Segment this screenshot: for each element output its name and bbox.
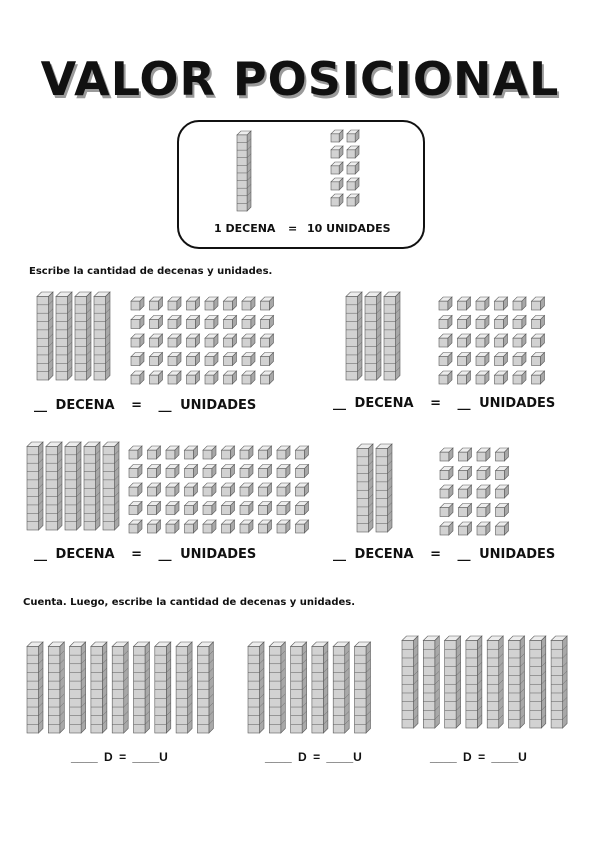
exercise-3-unit-cube: [222, 465, 235, 478]
exercise-2-unit-cube: [439, 297, 452, 310]
intro-left-label: 1 DECENA: [214, 222, 276, 235]
exercise-5-rod: [70, 642, 86, 733]
exercise-3-unit-cube: [277, 520, 290, 533]
exercise-4-unit-cube: [477, 522, 490, 535]
intro-unit-cube: [347, 130, 359, 142]
exercise-3-unit-cube: [259, 483, 272, 496]
exercise-1-unit-cube: [261, 316, 274, 329]
exercise-2-unit-cube: [513, 316, 526, 329]
exercise-2-unit-cube: [532, 316, 545, 329]
exercise-2-unit-cube: [513, 371, 526, 384]
exercise-2-unit-cube: [495, 371, 508, 384]
exercise-3-unit-cube: [148, 483, 161, 496]
exercise-3-unit-cube: [185, 483, 198, 496]
unidades-label: UNIDADES: [479, 547, 556, 562]
blank-decenas[interactable]: __: [34, 398, 47, 413]
exercise-2-rod: [346, 292, 362, 380]
exercise-3-unit-cube: [203, 502, 216, 515]
exercise-3-unit-cube: [277, 502, 290, 515]
exercise-3-unit-cube: [148, 465, 161, 478]
equals-sign: =: [430, 547, 442, 562]
exercise-2-rod: [384, 292, 400, 380]
exercise-3-unit-cube: [222, 520, 235, 533]
exercise-2-unit-cube: [513, 353, 526, 366]
intro-rod: [237, 131, 251, 211]
exercise-2-unit-cube: [532, 353, 545, 366]
exercise-4-unit-cube: [440, 448, 453, 461]
exercise-4-unit-cube: [496, 522, 509, 535]
exercise-3-unit-cube: [222, 446, 235, 459]
exercise-3-unit-cube: [185, 520, 198, 533]
exercise-1-rod: [37, 292, 53, 380]
exercise-3-unit-cube: [203, 465, 216, 478]
exercise-1-unit-cube: [205, 297, 218, 310]
exercise-1-unit-cube: [131, 353, 144, 366]
intro-unit-cube: [347, 146, 359, 158]
exercise-1-unit-cube: [224, 353, 237, 366]
exercise-5-rod: [27, 642, 43, 733]
equals-sign: =: [131, 547, 143, 562]
intro-unit-cube: [331, 194, 343, 206]
exercise-2-unit-cube: [513, 334, 526, 347]
exercise-7-rod: [423, 636, 439, 728]
exercise-1-unit-cube: [131, 297, 144, 310]
blank-decenas[interactable]: __: [333, 396, 346, 411]
exercise-1-unit-cube: [168, 353, 181, 366]
exercise-1-unit-cube: [150, 353, 163, 366]
exercise-1-unit-cube: [242, 334, 255, 347]
exercise-1-unit-cube: [187, 353, 200, 366]
exercise-2-rod: [365, 292, 381, 380]
exercise-2-unit-cube: [495, 334, 508, 347]
exercise-1-unit-cube: [131, 371, 144, 384]
exercise-4-unit-cube: [496, 467, 509, 480]
exercise-1-unit-cube: [168, 316, 181, 329]
exercise-3-unit-cube: [166, 502, 179, 515]
exercise-3-rod: [84, 442, 100, 530]
intro-equals: =: [288, 222, 298, 235]
exercise-3-unit-cube: [185, 446, 198, 459]
exercise-1-unit-cube: [261, 371, 274, 384]
exercise-2-unit-cube: [458, 297, 471, 310]
exercise-3-unit-cube: [148, 520, 161, 533]
exercise-1-unit-cube: [205, 316, 218, 329]
exercise-2-unit-cube: [458, 334, 471, 347]
exercise-4-rod: [357, 444, 373, 532]
exercise-3-unit-cube: [203, 520, 216, 533]
exercise-1-unit-cube: [205, 334, 218, 347]
exercise-2-unit-cube: [458, 353, 471, 366]
exercise-2-unit-cube: [439, 353, 452, 366]
exercise-2-unit-cube: [476, 316, 489, 329]
exercise-4-unit-cube: [440, 522, 453, 535]
exercise-4-unit-cube: [496, 485, 509, 498]
blank-u[interactable]: ____: [132, 750, 160, 764]
exercise-1-unit-cube: [224, 316, 237, 329]
exercise-1-rod: [94, 292, 110, 380]
exercise-3-unit-cube: [166, 446, 179, 459]
exercise-2-unit-cube: [458, 316, 471, 329]
exercise-3-unit-cube: [166, 483, 179, 496]
exercise-3-unit-cube: [148, 446, 161, 459]
intro-unit-cube: [331, 146, 343, 158]
exercise-5-rod: [91, 642, 107, 733]
exercise-1-unit-cube: [187, 316, 200, 329]
exercise-3-unit-cube: [277, 465, 290, 478]
decena-label: DECENA: [55, 547, 115, 562]
exercise-1-unit-cube: [187, 371, 200, 384]
exercise-4-unit-cube: [496, 504, 509, 517]
exercise-1-unit-cube: [168, 334, 181, 347]
equals-sign: =: [313, 750, 321, 764]
exercise-3-rod: [27, 442, 43, 530]
u-label: U: [159, 750, 168, 764]
exercise-1-unit-cube: [150, 316, 163, 329]
exercise-1-unit-cube: [205, 371, 218, 384]
exercise-2-unit-cube: [439, 334, 452, 347]
exercise-1-unit-cube: [261, 297, 274, 310]
intro-unit-cube: [347, 178, 359, 190]
exercise-2-unit-cube: [532, 334, 545, 347]
exercise-2-unit-cube: [476, 334, 489, 347]
exercise-2-unit-cube: [476, 371, 489, 384]
section2-instruction: Cuenta. Luego, escribe la cantidad de decenas y unidades.: [23, 597, 356, 608]
exercise-5-rod: [112, 642, 128, 733]
exercise-5-rod: [155, 642, 171, 733]
exercise-7-rod: [487, 636, 503, 728]
exercise-1-rod: [75, 292, 91, 380]
blank-u[interactable]: ____: [326, 750, 354, 764]
blank-unidades[interactable]: __: [457, 396, 471, 411]
page-title: VALOR POSICIONAL: [40, 52, 560, 106]
exercise-4-unit-cube: [459, 504, 472, 517]
exercise-2-unit-cube: [513, 297, 526, 310]
exercise-1-unit-cube: [150, 334, 163, 347]
exercise-6-rod: [248, 642, 264, 733]
exercise-2-unit-cube: [495, 353, 508, 366]
exercise-3-unit-cube: [166, 465, 179, 478]
exercise-3-unit-cube: [259, 502, 272, 515]
exercise-7-rod: [445, 636, 461, 728]
blank-decenas[interactable]: __: [333, 547, 346, 562]
exercise-4-unit-cube: [440, 485, 453, 498]
exercise-4-unit-cube: [477, 485, 490, 498]
exercise-1-unit-cube: [131, 316, 144, 329]
exercise-4-unit-cube: [440, 467, 453, 480]
exercise-6-rod: [333, 642, 349, 733]
exercise-6-rod: [291, 642, 307, 733]
unidades-label: UNIDADES: [180, 547, 257, 562]
exercise-3-unit-cube: [296, 446, 309, 459]
blank-d[interactable]: ____: [71, 750, 98, 764]
exercise-4-unit-cube: [459, 448, 472, 461]
exercise-3-unit-cube: [296, 483, 309, 496]
exercise-2-unit-cube: [439, 371, 452, 384]
exercise-3-unit-cube: [277, 446, 290, 459]
exercise-1-unit-cube: [224, 371, 237, 384]
exercise-4-unit-cube: [477, 504, 490, 517]
intro-unit-cube: [331, 178, 343, 190]
equals-sign: =: [131, 398, 143, 413]
exercise-1-unit-cube: [168, 297, 181, 310]
exercise-3-unit-cube: [240, 483, 253, 496]
exercise-1-unit-cube: [168, 371, 181, 384]
exercise-3-unit-cube: [240, 502, 253, 515]
exercise-4-unit-cube: [477, 467, 490, 480]
exercise-3-rod: [65, 442, 81, 530]
exercise-7-rod: [530, 636, 546, 728]
exercise-4-rod: [376, 444, 392, 532]
exercise-1-unit-cube: [131, 334, 144, 347]
exercise-3-unit-cube: [240, 446, 253, 459]
exercise-3-unit-cube: [129, 520, 142, 533]
exercise-2-unit-cube: [495, 316, 508, 329]
exercise-3-unit-cube: [240, 520, 253, 533]
equals-sign: =: [478, 750, 486, 764]
blank-unidades[interactable]: __: [158, 398, 172, 413]
unidades-label: UNIDADES: [479, 396, 556, 411]
exercise-3-unit-cube: [166, 520, 179, 533]
exercise-1-unit-cube: [150, 371, 163, 384]
exercise-3-unit-cube: [296, 502, 309, 515]
exercise-1-unit-cube: [242, 297, 255, 310]
exercise-7-rod: [466, 636, 482, 728]
exercise-3-unit-cube: [185, 502, 198, 515]
exercise-5-rod: [48, 642, 64, 733]
exercise-3-unit-cube: [296, 465, 309, 478]
intro-right-label: 10 UNIDADES: [307, 222, 391, 235]
exercise-3-unit-cube: [222, 502, 235, 515]
exercise-2-unit-cube: [476, 297, 489, 310]
exercise-2-unit-cube: [532, 371, 545, 384]
exercise-6-rod: [312, 642, 328, 733]
exercise-4-unit-cube: [459, 467, 472, 480]
blank-d[interactable]: ____: [265, 750, 292, 764]
exercise-4-unit-cube: [496, 448, 509, 461]
exercise-3-rod: [46, 442, 62, 530]
exercise-3-unit-cube: [185, 465, 198, 478]
exercise-1-unit-cube: [205, 353, 218, 366]
exercise-1-unit-cube: [261, 353, 274, 366]
exercise-3-unit-cube: [129, 465, 142, 478]
exercise-1-unit-cube: [150, 297, 163, 310]
d-label: D: [298, 750, 307, 764]
exercise-1-unit-cube: [187, 297, 200, 310]
exercise-5-rod: [197, 642, 213, 733]
intro-unit-cube: [331, 162, 343, 174]
exercise-3-unit-cube: [259, 446, 272, 459]
exercise-1-unit-cube: [224, 334, 237, 347]
exercise-1-unit-cube: [187, 334, 200, 347]
exercise-1-unit-cube: [242, 353, 255, 366]
exercise-1-unit-cube: [261, 334, 274, 347]
decena-label: DECENA: [354, 396, 414, 411]
intro-unit-cube: [347, 162, 359, 174]
exercise-4-unit-cube: [440, 504, 453, 517]
unidades-label: UNIDADES: [180, 398, 257, 413]
intro-unit-cube: [347, 194, 359, 206]
exercise-4-unit-cube: [477, 448, 490, 461]
equals-sign: =: [119, 750, 127, 764]
exercise-3-unit-cube: [277, 483, 290, 496]
exercise-3-unit-cube: [129, 483, 142, 496]
exercise-3-unit-cube: [148, 502, 161, 515]
exercise-7-rod: [402, 636, 418, 728]
blank-u[interactable]: ____: [491, 750, 519, 764]
exercise-1-unit-cube: [242, 371, 255, 384]
exercise-3-unit-cube: [129, 502, 142, 515]
exercise-2-unit-cube: [532, 297, 545, 310]
exercise-5-rod: [176, 642, 192, 733]
blank-unidades[interactable]: __: [158, 547, 172, 562]
u-label: U: [518, 750, 527, 764]
blank-unidades[interactable]: __: [457, 547, 471, 562]
intro-unit-cube: [331, 130, 343, 142]
exercise-7-rod: [551, 636, 567, 728]
exercise-5-rod: [134, 642, 150, 733]
exercise-3-unit-cube: [259, 465, 272, 478]
exercise-3-unit-cube: [129, 446, 142, 459]
blank-decenas[interactable]: __: [34, 547, 47, 562]
exercise-6-rod: [269, 642, 285, 733]
blank-d[interactable]: ____: [430, 750, 457, 764]
exercise-3-unit-cube: [203, 446, 216, 459]
decena-label: DECENA: [55, 398, 115, 413]
exercise-3-unit-cube: [259, 520, 272, 533]
exercise-3-unit-cube: [240, 465, 253, 478]
exercise-2-unit-cube: [495, 297, 508, 310]
decena-label: DECENA: [354, 547, 414, 562]
exercise-7-rod: [509, 636, 525, 728]
exercise-3-rod: [103, 442, 119, 530]
exercise-4-unit-cube: [459, 485, 472, 498]
exercise-1-unit-cube: [242, 316, 255, 329]
equals-sign: =: [430, 396, 442, 411]
exercise-3-unit-cube: [222, 483, 235, 496]
d-label: D: [104, 750, 113, 764]
u-label: U: [353, 750, 362, 764]
exercise-4-unit-cube: [459, 522, 472, 535]
exercise-3-unit-cube: [203, 483, 216, 496]
exercise-2-unit-cube: [439, 316, 452, 329]
d-label: D: [463, 750, 472, 764]
exercise-3-unit-cube: [296, 520, 309, 533]
exercise-2-unit-cube: [476, 353, 489, 366]
exercise-1-rod: [56, 292, 72, 380]
exercise-2-unit-cube: [458, 371, 471, 384]
exercise-6-rod: [355, 642, 371, 733]
exercise-1-unit-cube: [224, 297, 237, 310]
section1-instruction: Escribe la cantidad de decenas y unidades.: [29, 266, 273, 277]
